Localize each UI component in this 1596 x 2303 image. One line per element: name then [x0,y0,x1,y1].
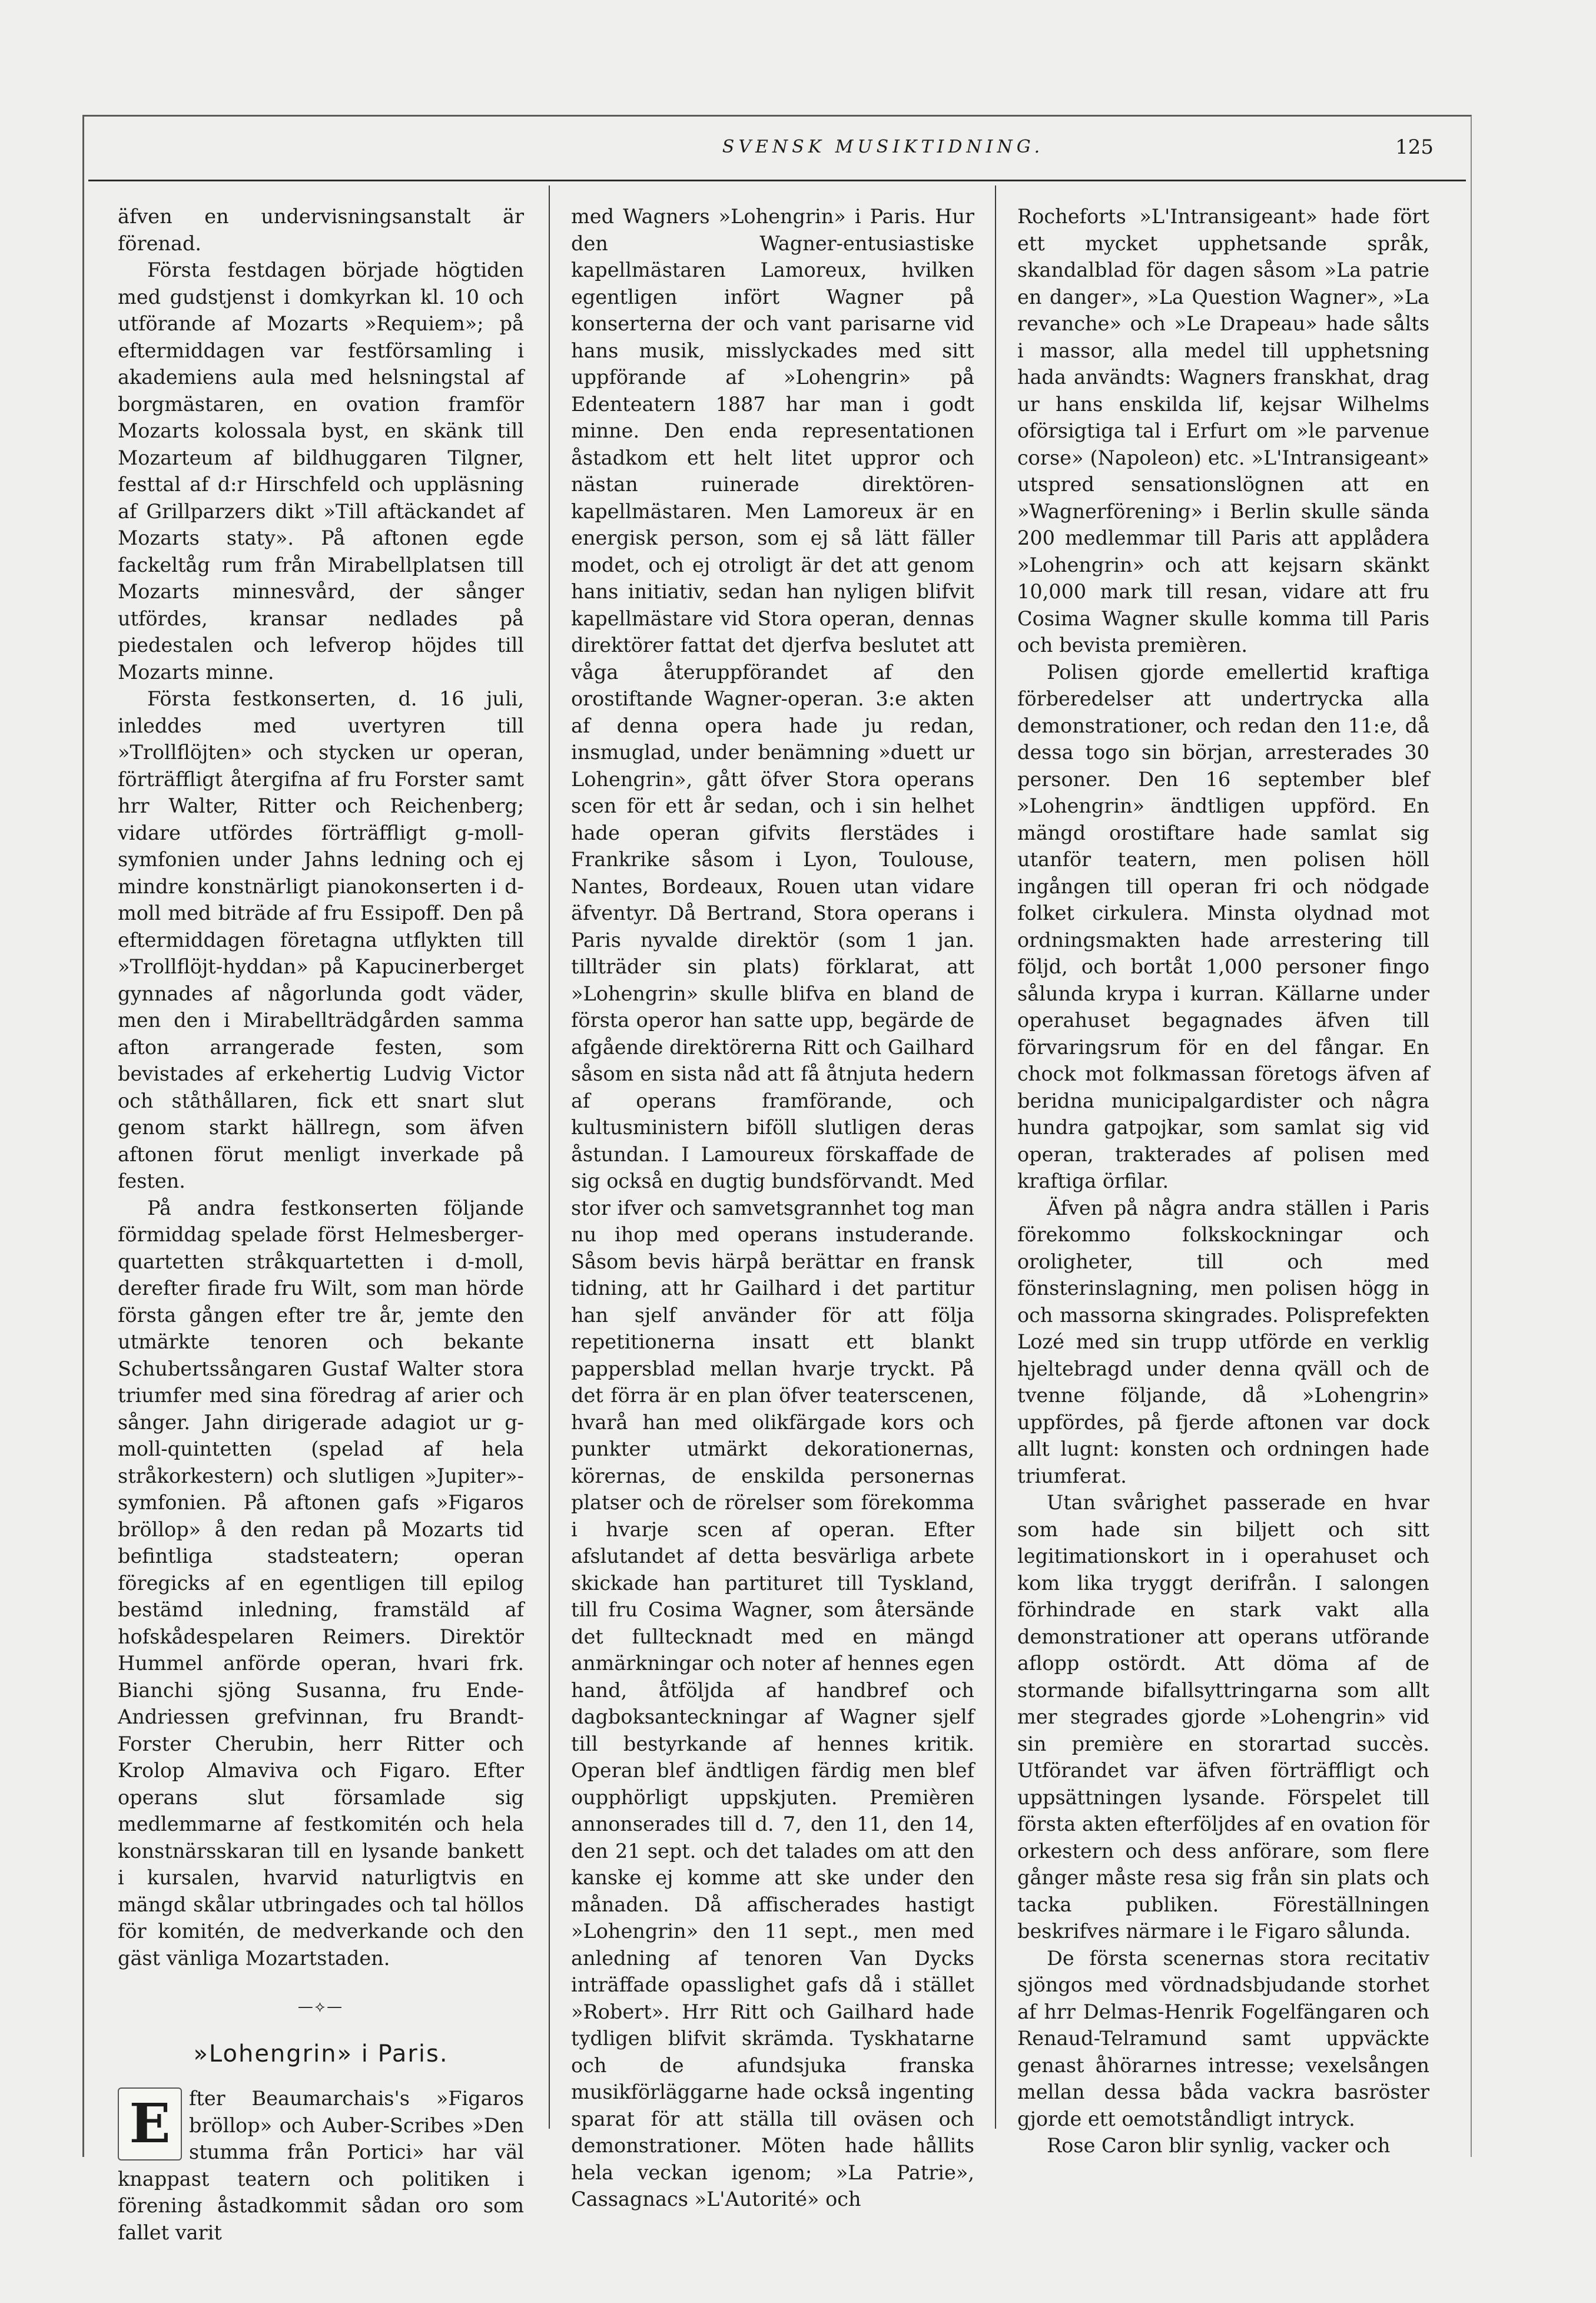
header-rule [88,180,1466,181]
paragraph: Utan svårighet passerade en hvar som hade sin biljett och sitt legitimationskort in i operahuset och kom lika tryggt derifrån. I salongen förhindrade en stark vakt alla demonstrationer att operans utförande aflopp ostördt. Att döma af de stormande bifallsyttringarna som allt mer stegrades gjorde »Lohengrin» vid sin première en storartad succès. Utförandet var äfven förträffligt och uppsättningen lysande. Förspelet till första akten efterföljdes af en ovation för orkestern och dess anförare, som flere gånger måste resa sig från sin plats och tacka publiken. Föreställningen beskrifves närmare i le Figaro sålunda. [1017,1491,1429,1943]
column-rule-left [549,185,550,2129]
paragraph: Första festdagen började högtiden med gudstjenst i domkyrkan kl. 10 och utförande af Mozarts »Requiem»; på eftermiddagen var festförsamling i akademiens aula med helsningstal af borgmästaren, en ovation framför Mozarts kolossala byst, en skänk till Mozarteum af bildhuggaren Tilgner, festtal af d:r Hirschfeld och uppläsning af Grillparzers dikt »Till aftäckandet af Mozarts staty». På aftonen egde fackeltåg rum från Mirabellplatsen till Mozarts minnesvård, der sånger utfördes, kransar nedlades på piedestalen och lefverop höjdes till Mozarts minne. [118,259,524,684]
article-title: »Lohengrin» i Paris. [193,2040,449,2067]
paragraph: De första scenernas stora recitativ sjöngos med vördnadsbjudande storhet af hrr Delmas-Henrik Fogelfängaren och Renaud-Telramund samt uppväckte genast åhörarnes intresse; vexelsången mellan dessa båda vackra basröster gjorde ett oemotståndligt intryck. [1017,1946,1429,2130]
article-opening [118,2085,524,2246]
running-title: SVENSK MUSIKTIDNING. [722,137,1044,157]
drop-cap: E [118,2087,182,2160]
paragraph: Äfven på några andra ställen i Paris förekommo folkskockningar och oroligheter, till och med fönsterinslagning, men polisen högg in och massorna skingrades. Polisprefekten Lozé med sin trupp utförde en verklig hjeltebragd under denna qväll och de tvenne följande, då »Lohengrin» uppfördes, på fjerde aftonen var dock allt lugnt: konsten och ordningen hade triumferat. [1017,1196,1429,1487]
article-opening-text: fter Beaumarchais's »Figaros bröllop» och Auber-Scribes »Den stumma från Portici» har väl knappast teatern och politiken i förening åstadkommit sådan oro som fallet varit [118,2087,524,2244]
paragraph: Polisen gjorde emellertid kraftiga förberedelser att undertrycka alla demonstrationer, och redan den 11:e, då dessa togo sin början, arresterades 30 personer. Den 16 september blef »Lohengrin» ändtligen uppförd. En mängd orostiftare hade samlat sig utanför teatern, men polisen höll ingången till operan fri och nödgade folket cirkulera. Minsta olydnad mot ordningsmakten hade arrestering till följd, och bortåt 1,000 personer fingo sålunda krypa i kurran. Källarne under operahuset begagnades äfven till förvaringsrum för en del fångar. En chock mot folkmassan företogs äfven af beridna municipalgardister och några hundra gatpojkar, som samlat sig vid operan, trakterades af polisen med kraftiga örfilar. [1017,660,1429,1192]
column-2 [571,203,974,2213]
column-1 [118,203,524,2246]
section-divider: —⟡— [297,1998,344,2016]
paragraph: På andra festkonserten följande förmiddag spelade först Helmesberger-quartetten stråkquartetten i d-moll, derefter firade fru Wilt, som man hörde första gången efter tre år, jemte den utmärkte tenoren och bekante Schubertssångaren Gustaf Walter stora triumfer med sina föredrag af arier och sånger. Jahn dirigerade adagiot ur g-moll-quintetten (spelad af hela stråkorkestern) och slutligen »Jupiter»-symfonien. På aftonen gafs »Figaros bröllop» å den redan på Mozarts tid befintliga stadsteatern; operan föregicks af en egentligen till epilog bestämd inledning, framstäld af hofskådespelaren Reimers. Direktör Hummel anförde operan, hvari frk. Bianchi sjöng Susanna, fru Ende-Andriessen grefvinnan, fru Brandt-Forster Cherubin, herr Ritter och Krolop Almaviva och Figaro. Efter operans slut församlade sig medlemmarne af festkomitén och hela konstnärsskaran till en lysande bankett i kursalen, hvarvid naturligtvis en mängd skålar utbringades och tal höllos för komitén, de medverkande och den gäst vänliga Mozartstaden. [118,1196,524,1970]
paragraph: med Wagners »Lohengrin» i Paris. Hur den Wagner-entusiastiske kapellmästaren Lamoreux, hvilken egentligen infört Wagner på konserterna der och vant parisarne vid hans musik, misslyckades med sitt uppförande af »Lohengrin» på Edenteatern 1887 har man i godt minne. Den enda representationen åstadkom ett helt litet uppror och nästan ruinerade direktören-kapellmästaren. Men Lamoreux är en energisk person, som ej så lätt fäller modet, och ej otroligt är det att genom hans initiativ, sedan han nyligen blifvit kapellmästare vid Stora operan, dennas direktörer fattat det djerfva beslutet att våga återuppförandet af den orostiftande Wagner-operan. 3:e akten af denna opera hade ju redan, insmuglad, under benämning »duett ur Lohengrin», gått öfver Stora operans scen för ett år sedan, och i sin helhet hade operan gifvits flerstädes i Frankrike såsom i Lyon, Toulouse, Nantes, Bordeaux, Rouen utan vidare äfventyr. Då Bertrand, Stora operans i Paris nyvalde direktör (som 1 jan. tillträder sin plats) förklarat, att »Lohengrin» skulle blifva en bland de första operor han satte upp, begärde de afgående direktörerna Ritt och Gailhard såsom en sista nåd att få åtnjuta hedern af operans framförande, och kultusministern biföll slutligen deras åstundan. I Lamoureux förskaffade de sig också en dugtig bundsförvandt. Med stor ifver och samvetsgrannhet tog man nu ihop med operans instuderande. Såsom bevis härpå berättar en fransk tidning, att hr Gailhard i det partitur han sjelf använder för att följa repetitionerna insatt ett blankt pappersblad mellan hvarje tryckt. På det förra är en plan öfver teaterscenen, hvarå han med olikfärgade kors och punkter utmärkt dekorationernas, körernas, de enskilda personernas platser och de rörelser som förekomma i hvarje scen af operan. Efter afslutandet af detta besvärliga arbete skickade han partituret till Tyskland, till fru Cosima Wagner, som återsände det fulltecknadt med en mängd anmärkningar och noter af hennes egen hand, åtföljda af handbref och dagboksanteckningar af Wagner sjelf till bestyrkande af hennes kritik. Operan blef ändtligen färdig men blef oupphörligt uppskjuten. Premièren annonserades till d. 7, den 11, den 14, den 21 sept. och det talades om att den kanske ej komme att ske under den månaden. Då affischerades hastigt »Lohengrin» den 11 sept., men med anledning af tenoren Van Dycks inträffade opasslighet gafs då i stället »Robert». Hrr Ritt och Gailhard hade tydligen blifvit skrämda. Tyskhatarne och de afundsjuka franska musikförläggarne hade också ingenting sparat för att ställa till oväsen och demonstrationer. Möten hade hållits hela veckan igenom; »La Patrie», Cassagnacs »L'Autorité» och [571,205,974,2211]
paragraph: Rose Caron blir synlig, vacker och [1047,2134,1391,2157]
column-rule-right [995,185,996,2129]
column-3 [1017,203,1429,2159]
page-header [88,131,1466,178]
page-number: 125 [1395,135,1434,159]
paragraph: äfven en undervisningsanstalt är förenad. [118,205,524,255]
paragraph: Första festkonserten, d. 16 juli, inleddes med uvertyren till »Trollflöjten» och stycken ur operan, förträffligt återgifna af fru Forster samt hrr Walter, Ritter och Reichenberg; vidare utfördes förträffligt g-moll-symfonien under Jahns ledning och ej mindre konstnärligt pianokonserten i d-moll med biträde af fru Essipoff. Den på eftermiddagen företagna utflykten till »Trollflöjt-hyddan» på Kapucinerberget gynnades af någorlunda godt väder, men den i Mirabellträdgården samma afton arrangerade festen, som bevistades af erkehertig Ludvig Victor och ståthållaren, fick ett snart slut genom starkt hällregn, som äfven aftonen förut menligt inverkade på festen. [118,687,524,1192]
paragraph: Rocheforts »L'Intransigeant» hade fört ett mycket upphetsande språk, skandalblad för dagen såsom »La patrie en danger», »La Question Wagner», »La revanche» och »Le Drapeau» hade sålts i massor, alla medel till upphetsning hada användts: Wagners franskhat, drag ur hans enskilda lif, kejsar Wilhelms oförsigtiga tal i Erfurt om »le parvenue corse» (Napoleon) etc. »L'Intransigeant» utspred sensationslögnen att en »Wagnerförening» i Berlin skulle sända 200 medlemmar till Paris att applådera »Lohengrin» och att kejsarn skänkt 10,000 mark till resan, vidare att fru Cosima Wagner skulle komma till Paris och bevista premièren. [1017,205,1429,657]
